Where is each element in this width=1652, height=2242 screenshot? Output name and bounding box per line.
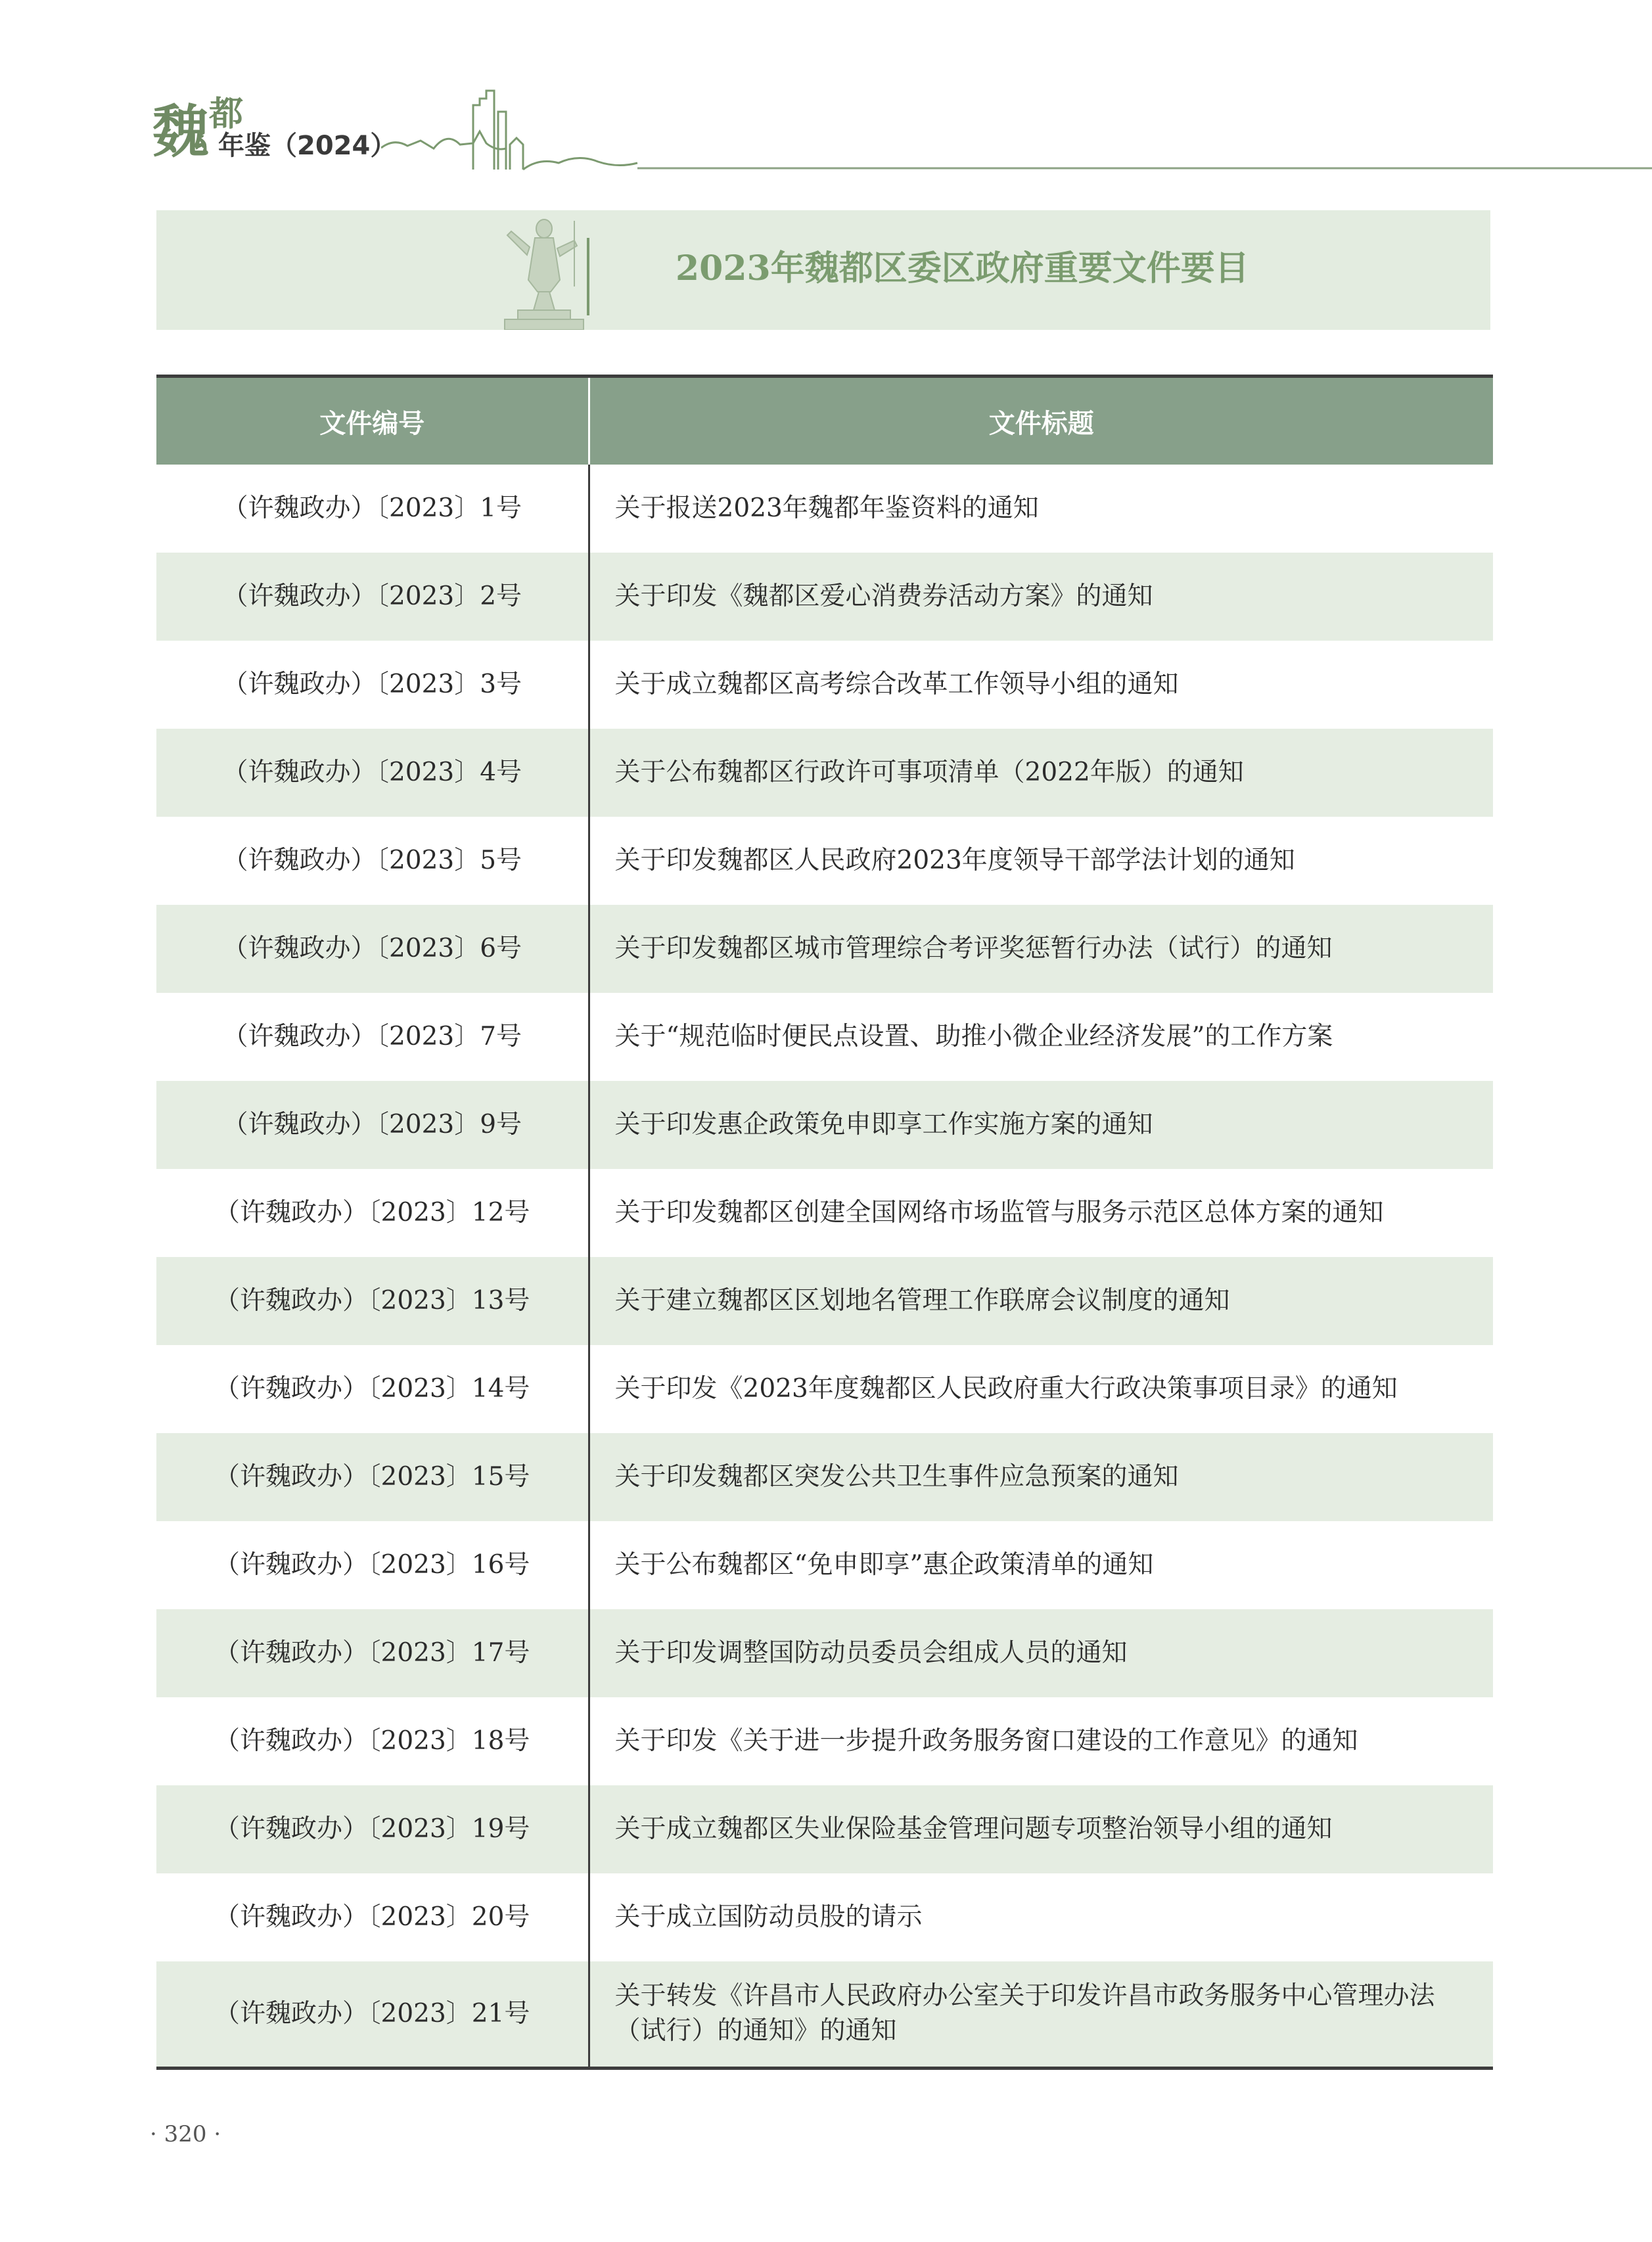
document-number: （许魏政办）〔2023〕18号	[156, 1697, 589, 1785]
document-title: 关于印发魏都区城市管理综合考评奖惩暂行办法（试行）的通知	[589, 905, 1493, 993]
table-row	[156, 1697, 1493, 1785]
column-header-number: 文件编号	[156, 377, 589, 465]
table-row	[156, 553, 1493, 641]
logo-char-wei: 魏	[152, 99, 209, 165]
table-row	[156, 817, 1493, 905]
document-number: （许魏政办）〔2023〕1号	[156, 465, 589, 553]
logo-subtitle: 年鉴（2024）	[218, 131, 397, 161]
document-number: （许魏政办）〔2023〕12号	[156, 1169, 589, 1257]
skyline-header-graphic	[381, 85, 1652, 177]
title-banner	[156, 210, 1490, 330]
table-row	[156, 1169, 1493, 1257]
document-title: 关于印发魏都区创建全国网络市场监管与服务示范区总体方案的通知	[614, 1197, 1384, 1227]
table-row	[156, 1433, 1493, 1521]
table-row	[156, 1873, 1493, 1961]
page-title: 2023年魏都区委区政府重要文件要目	[676, 248, 1249, 288]
document-number: （许魏政办）〔2023〕9号	[156, 1081, 589, 1169]
document-title: 关于成立魏都区失业保险基金管理问题专项整治领导小组的通知	[589, 1785, 1493, 1873]
table-row	[156, 1785, 1493, 1873]
document-title: 关于印发魏都区突发公共卫生事件应急预案的通知	[589, 1433, 1493, 1521]
statue-icon	[419, 214, 669, 330]
document-title: 关于公布魏都区行政许可事项清单（2022年版）的通知	[589, 729, 1493, 817]
document-number: （许魏政办）〔2023〕2号	[156, 553, 589, 641]
document-title: 关于公布魏都区“免申即享”惠企政策清单的通知	[614, 1549, 1154, 1580]
table-row	[156, 993, 1493, 1081]
document-title: 关于成立国防动员股的请示	[614, 1902, 923, 1932]
document-number: （许魏政办）〔2023〕7号	[156, 993, 589, 1081]
document-number: （许魏政办）〔2023〕21号	[156, 1961, 589, 2069]
document-number: （许魏政办）〔2023〕20号	[156, 1873, 589, 1961]
document-title: 关于成立魏都区高考综合改革工作领导小组的通知	[614, 669, 1179, 699]
banner-divider	[587, 238, 589, 315]
document-number: （许魏政办）〔2023〕19号	[156, 1785, 589, 1873]
table-row	[156, 1961, 1493, 2069]
table-row	[156, 1257, 1493, 1345]
table-row	[156, 1609, 1493, 1697]
document-title: 关于“规范临时便民点设置、助推小微企业经济发展”的工作方案	[614, 1021, 1333, 1051]
document-number: （许魏政办）〔2023〕17号	[156, 1609, 589, 1697]
document-title: 关于印发《2023年度魏都区人民政府重大行政决策事项目录》的通知	[614, 1373, 1398, 1404]
table-row	[156, 1345, 1493, 1433]
table-row	[156, 729, 1493, 817]
table-row	[156, 641, 1493, 729]
logo-char-du: 都	[209, 94, 244, 134]
document-title: 关于印发《关于进一步提升政务服务窗口建设的工作意见》的通知	[614, 1726, 1358, 1756]
page-number: · 320 ·	[150, 2121, 221, 2147]
document-number: （许魏政办）〔2023〕15号	[156, 1433, 589, 1521]
table-row	[156, 1521, 1493, 1609]
document-number: （许魏政办）〔2023〕3号	[156, 641, 589, 729]
table-row	[156, 1081, 1493, 1169]
table-row	[156, 465, 1493, 553]
document-number: （许魏政办）〔2023〕4号	[156, 729, 589, 817]
document-title: 关于转发《许昌市人民政府办公室关于印发许昌市政务服务中心管理办法（试行）的通知》的通知	[589, 1961, 1493, 2069]
document-number: （许魏政办）〔2023〕6号	[156, 905, 589, 993]
running-header	[0, 0, 1652, 177]
document-number: （许魏政办）〔2023〕5号	[156, 817, 589, 905]
column-header-title: 文件标题	[589, 377, 1493, 465]
document-list-table	[156, 375, 1493, 2070]
table-row	[156, 905, 1493, 993]
document-title: 关于印发调整国防动员委员会组成人员的通知	[589, 1609, 1493, 1697]
table-header-row	[156, 377, 1493, 465]
document-title: 关于印发魏都区人民政府2023年度领导干部学法计划的通知	[614, 845, 1295, 875]
document-number: （许魏政办）〔2023〕14号	[156, 1345, 589, 1433]
document-number: （许魏政办）〔2023〕13号	[156, 1257, 589, 1345]
document-title: 关于印发惠企政策免申即享工作实施方案的通知	[589, 1081, 1493, 1169]
document-title: 关于印发《魏都区爱心消费券活动方案》的通知	[589, 553, 1493, 641]
document-number: （许魏政办）〔2023〕16号	[156, 1521, 589, 1609]
document-title: 关于建立魏都区区划地名管理工作联席会议制度的通知	[589, 1257, 1493, 1345]
document-title: 关于报送2023年魏都年鉴资料的通知	[614, 493, 1039, 523]
